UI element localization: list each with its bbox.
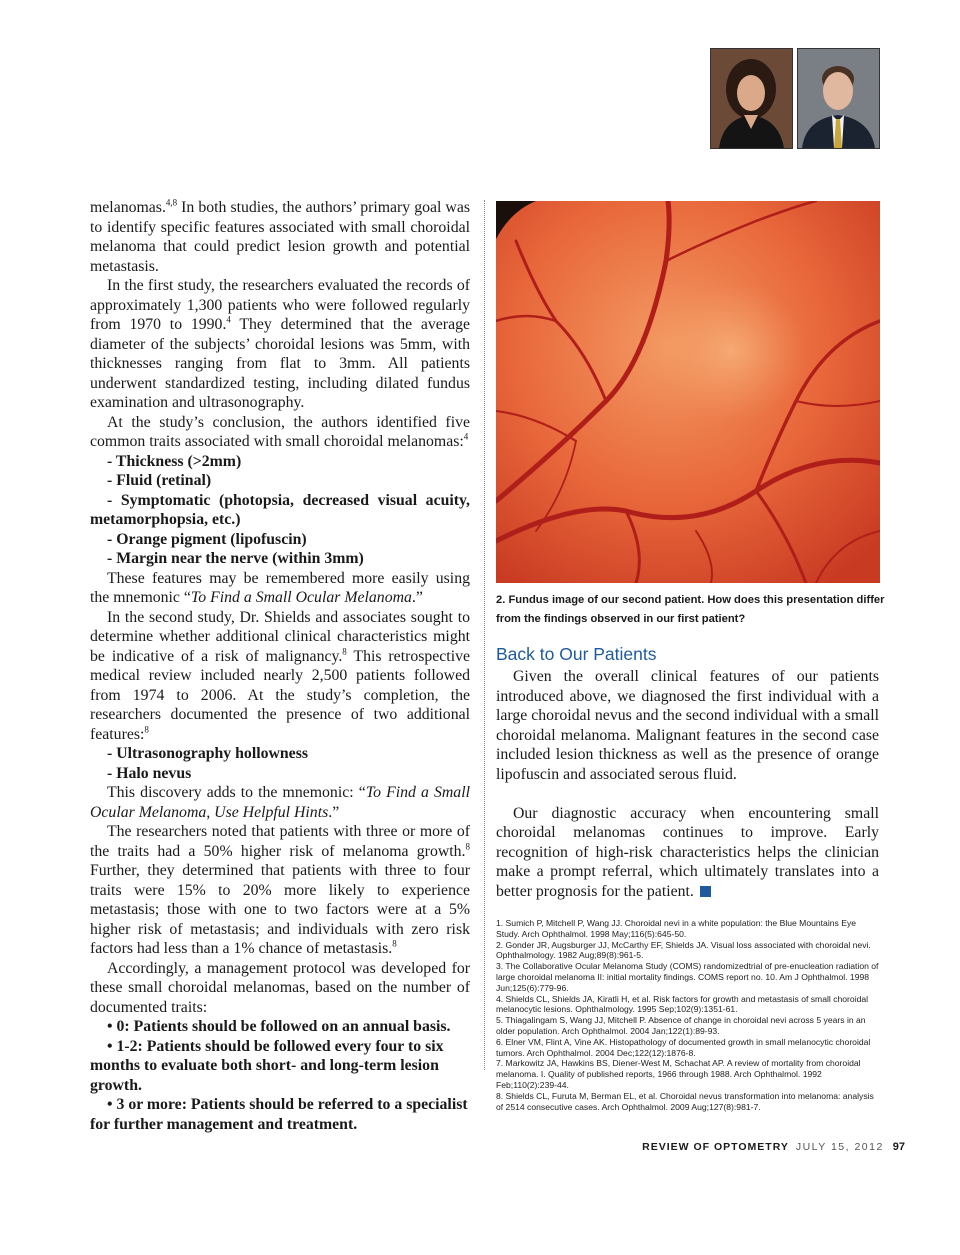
section-heading: Back to Our Patients — [496, 644, 657, 664]
trait-item: - Margin near the nerve (within 3mm) — [107, 550, 364, 567]
fundus-image-graphic — [496, 201, 880, 583]
reference-item: 8. Shields CL, Furuta M, Berman EL, et al. Choroidal nevus transformation into melanoma: analysis of 2514 consecutive cases. Arch Ophthalmol. 2009 Aug;127(8):981-7. — [496, 1090, 874, 1112]
management-item: • 3 or more: Patients should be referred to a specialist for further management and treatment. — [90, 1096, 468, 1133]
trait-item: - Thickness (>2mm) — [107, 452, 242, 470]
reference-item: 7. Markowitz JA, Hawkins BS, Diener-West M, Schachat AP. A review of mortality from choroidal melanoma. I. Quality of published reports, 1966 through 1988. Arch Ophthalmol. 1992 Feb;110(2):239-44. — [496, 1058, 861, 1090]
paragraph-second-study: In the second study, Dr. Shields and associates sought to determine whether additional clinical characteristics might be indicative of a risk of malignancy.$^8$ This retrospective medical review included nearly 2,500 patients followed from 1974 to 2006. At the study’s completion, the researchers documented the presence of two additional features:$^8$ — [90, 608, 470, 743]
fundus-image — [496, 201, 880, 583]
left-column — [90, 198, 470, 1134]
paragraph-intro: melanomas.$^{4,8}$ In both studies, the authors’ primary goal was to identify specific features associated with small choroidal melanoma that could predict lesion growth and potential metastasis. — [90, 197, 470, 275]
end-of-article-mark — [700, 886, 711, 897]
paragraph-mnemonic-extended: This discovery adds to the mnemonic: “To Find a Small Ocular Melanoma, Use Helpful Hints.” — [90, 784, 470, 821]
management-item: • 0: Patients should be followed on an annual basis. — [107, 1018, 451, 1035]
paragraph-mnemonic: These features may be remembered more easily using the mnemonic “To Find a Small Ocular Melanoma.” — [90, 569, 470, 606]
trait-item: - Halo nevus — [107, 764, 192, 782]
trait-item: - Ultrasonography hollowness — [107, 745, 308, 762]
reference-item: 6. Elner VM, Flint A, Vine AK. Histopathology of documented growth in small melanocytic choroidal tumors. Arch Ophthalmol. 2004 Dec;122(12):1876-8. — [496, 1036, 871, 1058]
reference-item: 2. Gonder JR, Augsburger JJ, McCarthy EF, Shields JA. Visual loss associated with choroidal nevi. Ophthalmology. 1982 Aug;89(8):961-5. — [496, 939, 871, 961]
author-photo-1 — [710, 48, 793, 149]
trait-item: - Symptomatic (photopsia, decreased visual acuity, metamorphopsia, etc.) — [90, 491, 470, 528]
figure-caption: 2. Fundus image of our second patient. How does this presentation differ from the findings observed in our first patient? — [496, 594, 885, 625]
author-photo-woman-image — [711, 49, 792, 148]
page-footer — [642, 1141, 905, 1153]
paragraph-risk: The researchers noted that patients with three or more of the traits had a 50% higher risk of melanoma growth.$^8$ Further, they determined that patients with three to four traits were 15% to 20% more likely to experience metastasis; those with one to two factors were at a 5% higher risk of metastasis; and individuals with zero risk factors had less than a 1% chance of metastasis.$^8$ — [90, 823, 470, 957]
trait-item: - Orange pigment (lipofuscin) — [107, 530, 307, 548]
author-photo-man-image — [798, 49, 879, 148]
reference-item: 4. Shields CL, Shields JA, Kiratli H, et al. Risk factors for growth and metastasis of small choroidal melanocytic lesions. Ophthalmology. 1995 Sep;102(9):1351-61. — [496, 993, 869, 1015]
right-column — [496, 667, 879, 901]
publication-name: REVIEW OF OPTOMETRY — [642, 1141, 789, 1153]
management-item: • 1-2: Patients should be followed every four to six months to evaluate both short- and long-term lesion growth. — [90, 1037, 444, 1094]
references-list — [496, 918, 880, 1112]
paragraph-conclusion: Our diagnostic accuracy when encountering small choroidal melanomas continues to improve. Early recognition of high-risk characteristics helps the clinician make a prompt referral, which ultimately translates into a better prognosis for the patient. — [496, 804, 879, 900]
reference-item: 3. The Collaborative Ocular Melanoma Study (COMS) randomizedtrial of pre-enucleation radiation of large choroidal melanoma II: initial mortality findings. COMS report no. 10. Am J Ophthalmol. 1998 Jun;125(6):779-96. — [496, 961, 879, 993]
paragraph-protocol: Accordingly, a management protocol was developed for these small choroidal melanomas, based on the number of documented traits: — [90, 959, 470, 1016]
author-photo-2 — [797, 48, 880, 149]
reference-item: 1. Sumich P, Mitchell P, Wang JJ. Choroidal nevi in a white population: the Blue Mountains Eye Study. Arch Ophthalmol. 1998 May;116(5):645-50. — [496, 918, 857, 939]
paragraph-study-conclusion: At the study’s conclusion, the authors identified five common traits associated with small choroidal melanomas:$^4$ — [90, 413, 470, 450]
reference-item: 5. Thiagalingam S, Wang JJ, Mitchell P. Absence of change in choroidal nevi across 5 years in an older population. Arch Ophthalmol. 2004 Jan;122(1):89-93. — [496, 1015, 866, 1036]
page-number: 97 — [892, 1141, 905, 1153]
column-divider — [484, 200, 485, 1070]
issue-date: JULY 15, 2012 — [795, 1141, 884, 1153]
trait-item: - Fluid (retinal) — [107, 472, 212, 489]
paragraph-diagnosis: Given the overall clinical features of our patients introduced above, we diagnosed the first individual with a large choroidal nevus and the second individual with a small choroidal melanoma. Malignant features in the second case included lesion thickness as well as the presence of orange lipofuscin and associated serous fluid. — [496, 668, 879, 783]
paragraph-first-study: In the first study, the researchers evaluated the records of approximately 1,300 patients who were followed regularly from 1970 to 1990.$^4$ They determined that the average diameter of the subjects’ choroidal lesions was 5mm, with thicknesses ranging from flat to 3mm. All patients underwent standardized testing, including dilated fundus examination and ultrasonography. — [90, 277, 470, 411]
